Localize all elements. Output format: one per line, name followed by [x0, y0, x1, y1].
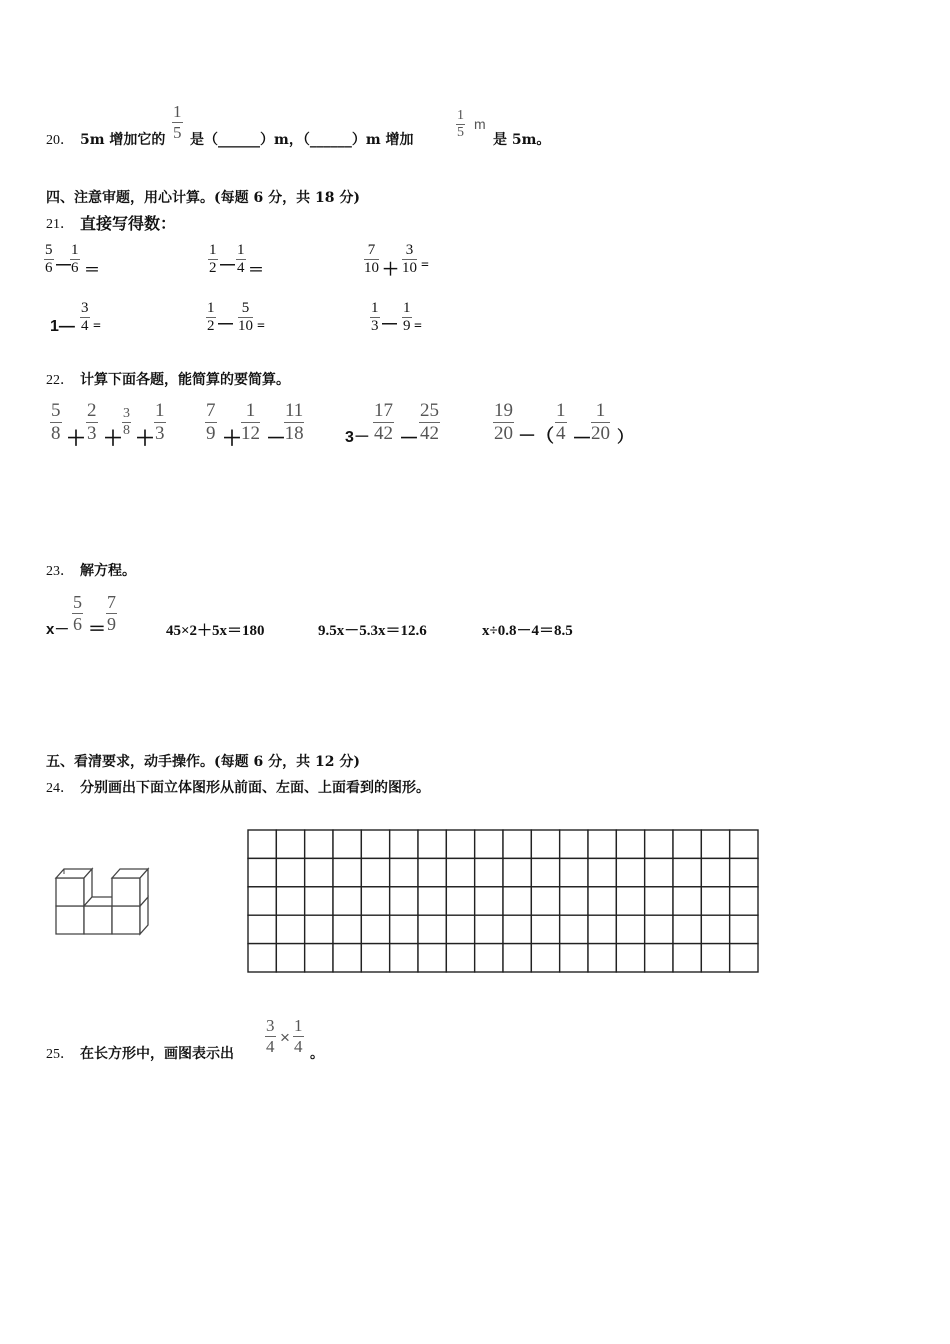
grid-cell[interactable]: [361, 858, 389, 886]
q21-text: 直接写得数：: [80, 214, 177, 233]
q25-number: 25．: [46, 1047, 74, 1062]
q22-e1-fraction-2: $\frac{2}{3}$: [87, 400, 97, 444]
grid-cell[interactable]: [248, 915, 276, 943]
grid-cell[interactable]: [673, 887, 701, 915]
q21-r2c3-equals: =: [414, 319, 422, 334]
q20-text-part3: 是 5m。: [493, 132, 551, 148]
q23-eq1-equals: ＝: [88, 619, 106, 639]
q20-fraction-1: $\frac{1}{5}$: [173, 102, 182, 142]
grid-cell[interactable]: [276, 915, 304, 943]
grid-cell[interactable]: [276, 830, 304, 858]
grid-cell[interactable]: [616, 944, 644, 972]
grid-cell[interactable]: [333, 944, 361, 972]
q21-r2c3-fraction-b: $\frac{1}{9}$: [403, 300, 411, 335]
q22-e4-fraction-3: $\frac{1}{20}$: [591, 400, 610, 444]
grid-cell[interactable]: [560, 944, 588, 972]
q21-r2c2-op: —: [218, 315, 233, 332]
q24-number: 24．: [46, 781, 74, 796]
q22-e1-op-1: ＋: [66, 428, 86, 450]
q22-e2-fraction-3: $\frac{11}{18}$: [284, 400, 304, 444]
grid-cell[interactable]: [446, 915, 474, 943]
cube-front-face: [112, 906, 140, 934]
grid-cell[interactable]: [390, 887, 418, 915]
grid-cell[interactable]: [305, 830, 333, 858]
grid-cell[interactable]: [673, 944, 701, 972]
grid-cell[interactable]: [446, 887, 474, 915]
section-5-title: 五、看清要求，动手操作。(每题 6 分，共 12 分): [46, 754, 360, 770]
grid-cell[interactable]: [475, 830, 503, 858]
q21-r1c2-fraction-a: $\frac{1}{2}$: [209, 242, 217, 277]
q22-e3-fraction-2: $\frac{25}{42}$: [420, 400, 439, 444]
grid-cell[interactable]: [305, 887, 333, 915]
q22-e4-fraction-2: $\frac{1}{4}$: [556, 400, 566, 444]
section-4-title: 四、注意审题，用心计算。(每题 6 分，共 18 分): [46, 190, 360, 206]
grid-cell[interactable]: [531, 830, 559, 858]
grid-cell[interactable]: [616, 915, 644, 943]
grid-cell[interactable]: [276, 858, 304, 886]
grid-cell[interactable]: [333, 915, 361, 943]
q22-e3-lead: 3－: [345, 429, 370, 446]
q21-r2c2-fraction-b: $\frac{5}{10}$: [238, 300, 253, 335]
q23-eq2: 45×2＋5x＝180: [166, 623, 265, 639]
grid-cell[interactable]: [418, 830, 446, 858]
grid-cell[interactable]: [418, 915, 446, 943]
grid-cell[interactable]: [248, 858, 276, 886]
q22-e4-close-paren: ）: [617, 429, 634, 446]
grid-cell[interactable]: [390, 858, 418, 886]
q20-text-part1: 5m 增加它的: [80, 132, 166, 148]
q21-r1c3-fraction-b: $\frac{3}{10}$: [402, 242, 417, 277]
q20-unit: m: [474, 116, 486, 132]
q22-e1-op-3: ＋: [135, 428, 155, 450]
grid-cell[interactable]: [503, 887, 531, 915]
grid-cell[interactable]: [560, 887, 588, 915]
grid-cell[interactable]: [531, 858, 559, 886]
grid-cell[interactable]: [588, 915, 616, 943]
grid-cell[interactable]: [645, 915, 673, 943]
cube-figure: [50, 850, 165, 940]
grid-cell[interactable]: [361, 887, 389, 915]
q22-e1-fraction-1: $\frac{5}{8}$: [51, 400, 61, 444]
grid-cell[interactable]: [446, 944, 474, 972]
grid-cell[interactable]: [248, 944, 276, 972]
grid-cell[interactable]: [730, 858, 758, 886]
grid-cell[interactable]: [475, 915, 503, 943]
q25-fraction-1: $\frac{3}{4}$: [266, 1016, 275, 1056]
q22-e3-op-1: －: [399, 428, 419, 450]
grid-cell[interactable]: [560, 858, 588, 886]
q22-e1-op-2: ＋: [103, 428, 123, 450]
grid-cell[interactable]: [588, 858, 616, 886]
q22-e4-op-2: －: [572, 428, 592, 450]
q22-e2-op-2: －: [266, 428, 286, 450]
q20-fraction-2: $\frac{1}{5}$: [457, 108, 464, 141]
q21-r1c3-fraction-a: $\frac{7}{10}$: [364, 242, 379, 277]
grid-cell[interactable]: [390, 915, 418, 943]
grid-cell[interactable]: [701, 887, 729, 915]
grid-cell[interactable]: [645, 858, 673, 886]
q21-r2c1-equals: =: [93, 319, 101, 334]
q21-r2c2-equals: =: [257, 319, 265, 334]
grid-cell[interactable]: [730, 887, 758, 915]
grid-cell[interactable]: [475, 858, 503, 886]
q23-number: 23．: [46, 564, 74, 579]
cube-front-face: [56, 878, 84, 906]
cube-front-face: [112, 878, 140, 906]
q22-number: 22．: [46, 373, 74, 388]
grid-cell[interactable]: [361, 830, 389, 858]
grid-cell[interactable]: [305, 915, 333, 943]
grid-cell[interactable]: [305, 858, 333, 886]
q22-e4-op-1: －（: [518, 426, 554, 446]
q23-eq4: x÷0.8－4＝8.5: [482, 623, 573, 639]
grid-cell[interactable]: [673, 915, 701, 943]
grid-cell[interactable]: [645, 887, 673, 915]
q21-number: 21．: [46, 217, 74, 232]
grid-cell[interactable]: [305, 944, 333, 972]
q21-r1c3-equals: =: [421, 258, 429, 273]
grid-cell[interactable]: [588, 830, 616, 858]
q22-e2-fraction-1: $\frac{7}{9}$: [206, 400, 216, 444]
grid-cell[interactable]: [701, 830, 729, 858]
grid-cell[interactable]: [276, 944, 304, 972]
q22-e3-fraction-1: $\frac{17}{42}$: [374, 400, 393, 444]
grid-cell[interactable]: [560, 915, 588, 943]
grid-cell[interactable]: [446, 858, 474, 886]
grid-cell[interactable]: [560, 830, 588, 858]
grid-cell[interactable]: [673, 858, 701, 886]
q21-r2c2-fraction-a: $\frac{1}{2}$: [207, 300, 215, 335]
q21-r2c1-lead: 1—: [50, 318, 75, 335]
grid-cell[interactable]: [361, 944, 389, 972]
grid-cell[interactable]: [390, 944, 418, 972]
q20-number: 20．: [46, 133, 74, 148]
q23-eq3: 9.5x－5.3x＝12.6: [318, 623, 427, 639]
q22-text: 计算下面各题，能简算的要简算。: [80, 372, 290, 388]
grid-cell[interactable]: [531, 944, 559, 972]
grid-cell[interactable]: [446, 830, 474, 858]
q21-r1c1-op: —: [56, 256, 71, 273]
q21-r1c1-equals: ＝: [84, 262, 101, 279]
q23-eq1-lead: x－: [46, 621, 70, 638]
cube-front-face: [84, 906, 112, 934]
grid-cell[interactable]: [616, 887, 644, 915]
q25-fraction-2: $\frac{1}{4}$: [294, 1016, 303, 1056]
grid-cell[interactable]: [361, 915, 389, 943]
grid-cell[interactable]: [645, 944, 673, 972]
grid-cell[interactable]: [730, 830, 758, 858]
grid-cell[interactable]: [730, 915, 758, 943]
grid-cell[interactable]: [418, 944, 446, 972]
q21-r1c2-fraction-b: $\frac{1}{4}$: [237, 242, 245, 277]
q21-r1c1-fraction-a: $\frac{5}{6}$: [45, 242, 53, 277]
grid-cell[interactable]: [418, 887, 446, 915]
q21-r2c3-op: —: [382, 315, 397, 332]
grid-cell[interactable]: [503, 858, 531, 886]
cube-front-face: [56, 906, 84, 934]
grid-cell[interactable]: [503, 915, 531, 943]
grid-cell[interactable]: [418, 858, 446, 886]
q25-text-part2: 。: [310, 1046, 324, 1062]
q21-r1c2-op: —: [220, 256, 235, 273]
q24-text: 分别画出下面立体图形从前面、左面、上面看到的图形。: [80, 780, 430, 796]
q25-text-part1: 在长方形中，画图表示出: [80, 1046, 234, 1062]
q23-text: 解方程。: [80, 563, 136, 579]
grid-cell[interactable]: [701, 915, 729, 943]
grid-cell[interactable]: [588, 944, 616, 972]
grid-cell[interactable]: [673, 830, 701, 858]
grid-cell[interactable]: [531, 915, 559, 943]
grid-cell[interactable]: [248, 887, 276, 915]
grid-cell[interactable]: [390, 830, 418, 858]
grid-cell[interactable]: [475, 887, 503, 915]
q22-e1-fraction-3: $\frac{3}{8}$: [123, 406, 130, 439]
grid-cell[interactable]: [333, 830, 361, 858]
q21-r1c3-op: ＋: [382, 260, 399, 279]
q20-text-part2: 是（______）m，（______）m 增加: [190, 132, 414, 148]
grid-cell[interactable]: [503, 944, 531, 972]
q23-eq1-fraction-1: $\frac{5}{6}$: [73, 592, 82, 634]
q22-e1-fraction-4: $\frac{1}{3}$: [155, 400, 165, 444]
grid-cell[interactable]: [248, 830, 276, 858]
grid-cell[interactable]: [616, 830, 644, 858]
grid-cell[interactable]: [701, 944, 729, 972]
q23-eq1-fraction-2: $\frac{7}{9}$: [107, 592, 116, 634]
grid-cell[interactable]: [588, 887, 616, 915]
grid-cell[interactable]: [333, 887, 361, 915]
q21-r2c1-fraction: $\frac{3}{4}$: [81, 300, 89, 335]
q21-r2c3-fraction-a: $\frac{1}{3}$: [371, 300, 379, 335]
grid-cell[interactable]: [276, 887, 304, 915]
grid-cell[interactable]: [333, 858, 361, 886]
q25-times: ×: [280, 1028, 290, 1047]
grid-cell[interactable]: [503, 830, 531, 858]
q22-e2-fraction-2: $\frac{1}{12}$: [241, 400, 260, 444]
grid-cell[interactable]: [645, 830, 673, 858]
grid-cell[interactable]: [701, 858, 729, 886]
q22-e2-op-1: ＋: [222, 428, 242, 450]
q21-r1c2-equals: ＝: [248, 262, 265, 279]
grid-cell[interactable]: [531, 887, 559, 915]
grid-cell[interactable]: [616, 858, 644, 886]
drawing-grid[interactable]: [246, 828, 760, 974]
grid-cell[interactable]: [475, 944, 503, 972]
grid-cell[interactable]: [730, 944, 758, 972]
q21-r1c1-fraction-b: $\frac{1}{6}$: [71, 242, 79, 277]
q22-e4-fraction-1: $\frac{19}{20}$: [494, 400, 513, 444]
